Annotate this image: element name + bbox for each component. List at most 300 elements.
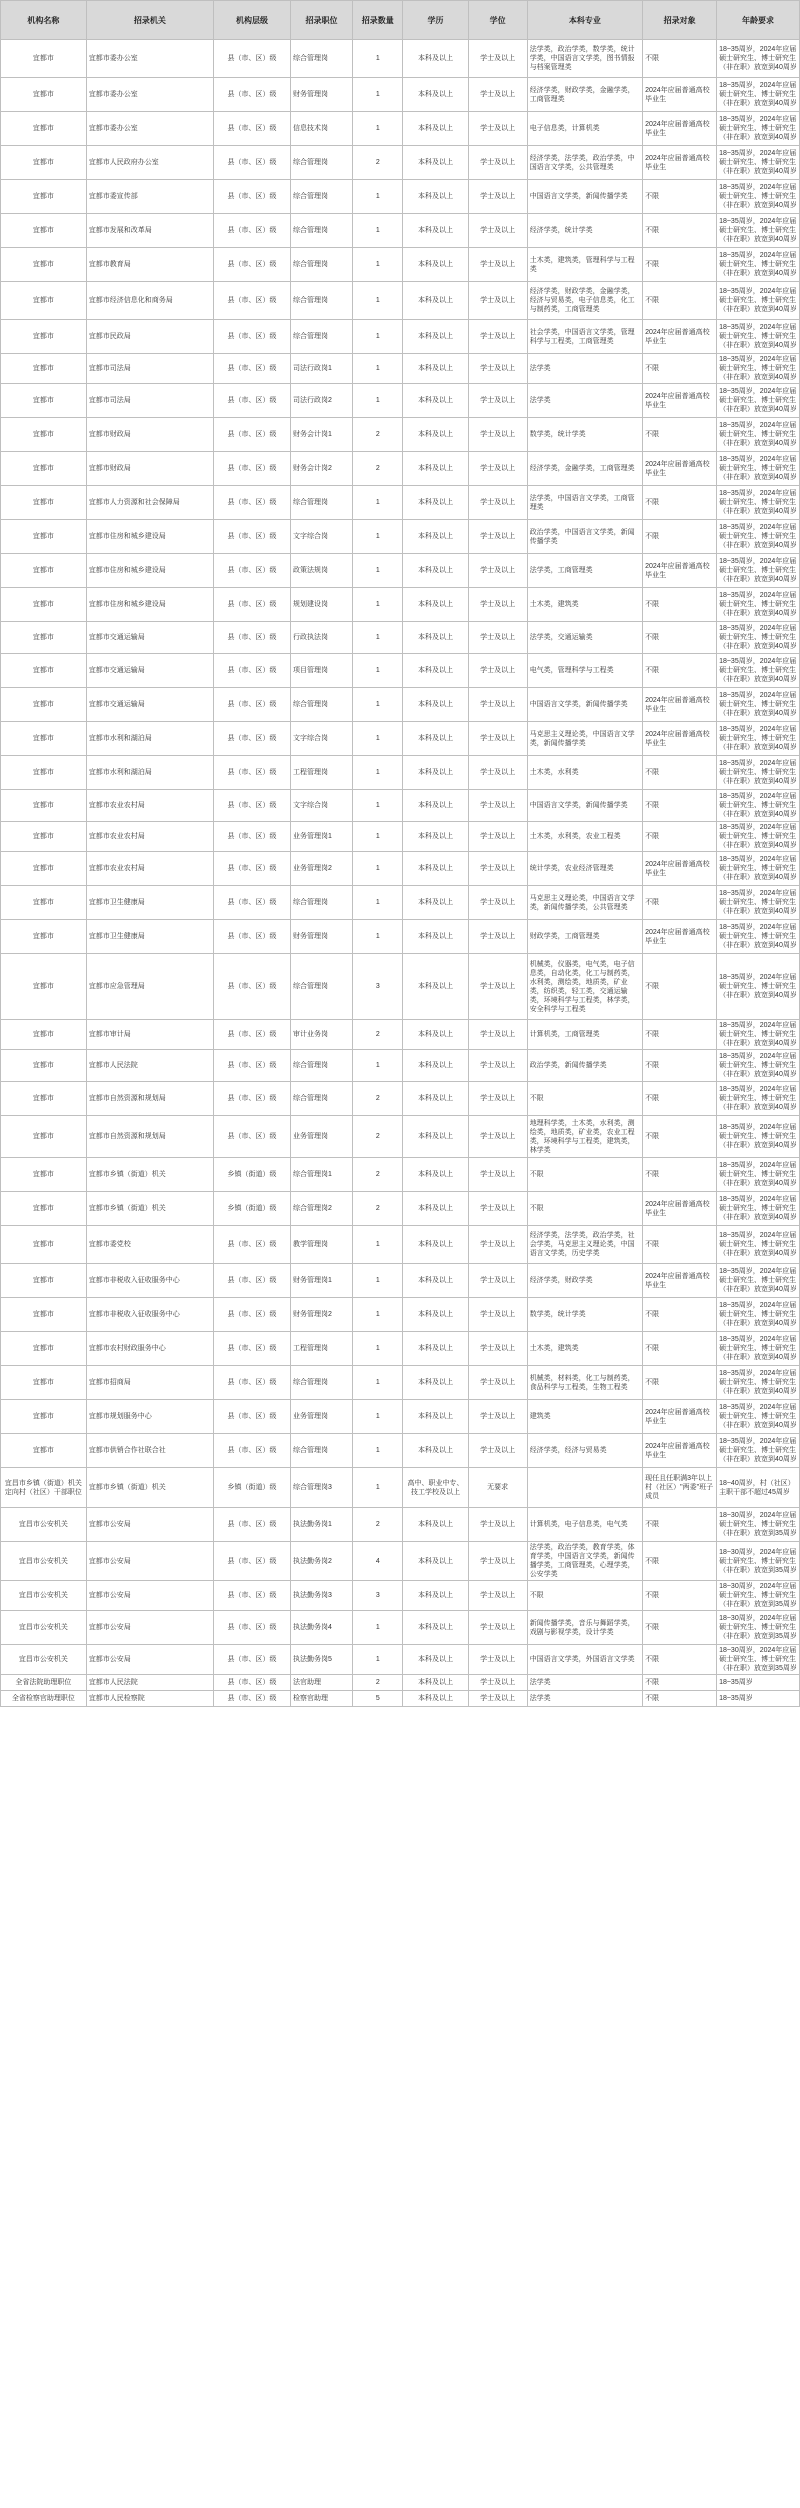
cell-degree: 学士及以上 bbox=[468, 588, 527, 622]
table-row bbox=[1, 852, 800, 886]
header-position: 招录职位 bbox=[290, 1, 352, 40]
cell-major: 数学类，统计学类 bbox=[527, 1298, 642, 1332]
cell-position: 业务管理岗1 bbox=[290, 822, 352, 852]
cell-age: 18~35周岁，2024年应届硕士研究生、博士研究生（非在职）放宽到40周岁 bbox=[717, 320, 800, 354]
cell-position: 执法勤务岗2 bbox=[290, 1542, 352, 1581]
cell-major: 法学类 bbox=[527, 1691, 642, 1707]
cell-education: 本科及以上 bbox=[403, 1611, 468, 1645]
cell-degree: 学士及以上 bbox=[468, 486, 527, 520]
cell-degree: 学士及以上 bbox=[468, 654, 527, 688]
cell-level: 县（市、区）级 bbox=[214, 282, 291, 320]
cell-education: 本科及以上 bbox=[403, 1645, 468, 1675]
cell-education: 本科及以上 bbox=[403, 756, 468, 790]
table-row bbox=[1, 1434, 800, 1468]
cell-age: 18~35周岁，2024年应届硕士研究生、博士研究生（非在职）放宽到40周岁 bbox=[717, 790, 800, 822]
cell-agency: 宜都市卫生健康局 bbox=[86, 886, 213, 920]
cell-degree: 学士及以上 bbox=[468, 1050, 527, 1082]
cell-education: 本科及以上 bbox=[403, 320, 468, 354]
cell-agency: 宜都市自然资源和规划局 bbox=[86, 1082, 213, 1116]
cell-quota: 1 bbox=[353, 1332, 403, 1366]
table-row bbox=[1, 384, 800, 418]
cell-position: 司法行政岗2 bbox=[290, 384, 352, 418]
cell-age: 18~35周岁，2024年应届硕士研究生、博士研究生（非在职）放宽到40周岁 bbox=[717, 688, 800, 722]
cell-target: 不限 bbox=[643, 1611, 717, 1645]
cell-major: 不限 bbox=[527, 1082, 642, 1116]
cell-position: 综合管理岗 bbox=[290, 954, 352, 1020]
cell-education: 本科及以上 bbox=[403, 1226, 468, 1264]
cell-target: 不限 bbox=[643, 790, 717, 822]
cell-institution: 宜都市 bbox=[1, 688, 87, 722]
table-row bbox=[1, 822, 800, 852]
cell-degree: 学士及以上 bbox=[468, 320, 527, 354]
cell-institution: 宜都市 bbox=[1, 1434, 87, 1468]
header-target: 招录对象 bbox=[643, 1, 717, 40]
cell-age: 18~35周岁，2024年应届硕士研究生、博士研究生（非在职）放宽到40周岁 bbox=[717, 756, 800, 790]
cell-education: 本科及以上 bbox=[403, 214, 468, 248]
cell-level: 县（市、区）级 bbox=[214, 654, 291, 688]
cell-agency: 宜都市司法局 bbox=[86, 384, 213, 418]
cell-position: 教学管理岗 bbox=[290, 1226, 352, 1264]
cell-position: 文字综合岗 bbox=[290, 520, 352, 554]
cell-agency: 宜都市财政局 bbox=[86, 452, 213, 486]
cell-education: 本科及以上 bbox=[403, 1158, 468, 1192]
table-row bbox=[1, 1298, 800, 1332]
cell-major: 法学类，政治学类，教育学类，体育学类，中国语言文学类，新闻传播学类，工商管理类，心理学类，公安学类 bbox=[527, 1542, 642, 1581]
cell-education: 本科及以上 bbox=[403, 1400, 468, 1434]
cell-level: 县（市、区）级 bbox=[214, 354, 291, 384]
cell-major: 法学类，中国语言文学类，工商管理类 bbox=[527, 486, 642, 520]
cell-major: 经济学类，经济与贸易类 bbox=[527, 1434, 642, 1468]
cell-agency: 宜都市非税收入征收服务中心 bbox=[86, 1264, 213, 1298]
cell-position: 综合管理岗 bbox=[290, 486, 352, 520]
cell-level: 县（市、区）级 bbox=[214, 112, 291, 146]
cell-target: 不限 bbox=[643, 1116, 717, 1158]
cell-age: 18~35周岁，2024年应届硕士研究生、博士研究生（非在职）放宽到40周岁 bbox=[717, 822, 800, 852]
table-row bbox=[1, 1050, 800, 1082]
cell-quota: 1 bbox=[353, 622, 403, 654]
cell-education: 本科及以上 bbox=[403, 920, 468, 954]
cell-degree: 学士及以上 bbox=[468, 920, 527, 954]
cell-education: 本科及以上 bbox=[403, 688, 468, 722]
cell-target: 不限 bbox=[643, 588, 717, 622]
cell-education: 本科及以上 bbox=[403, 622, 468, 654]
cell-target: 2024年应届普通高校毕业生 bbox=[643, 920, 717, 954]
cell-age: 18~35周岁，2024年应届硕士研究生、博士研究生（非在职）放宽到40周岁 bbox=[717, 520, 800, 554]
cell-target: 不限 bbox=[643, 1645, 717, 1675]
cell-institution: 宜都市 bbox=[1, 180, 87, 214]
cell-agency: 宜都市财政局 bbox=[86, 418, 213, 452]
cell-age: 18~35周岁，2024年应届硕士研究生、博士研究生（非在职）放宽到40周岁 bbox=[717, 1434, 800, 1468]
cell-degree: 学士及以上 bbox=[468, 1020, 527, 1050]
cell-institution: 宜都市 bbox=[1, 886, 87, 920]
cell-position: 综合管理岗3 bbox=[290, 1468, 352, 1508]
cell-level: 县（市、区）级 bbox=[214, 1542, 291, 1581]
cell-level: 县（市、区）级 bbox=[214, 1082, 291, 1116]
cell-degree: 学士及以上 bbox=[468, 1400, 527, 1434]
cell-institution: 宜都市 bbox=[1, 722, 87, 756]
cell-target: 不限 bbox=[643, 1020, 717, 1050]
cell-institution: 宜都市 bbox=[1, 554, 87, 588]
cell-position: 综合管理岗 bbox=[290, 688, 352, 722]
cell-position: 执法勤务岗1 bbox=[290, 1508, 352, 1542]
cell-position: 综合管理岗1 bbox=[290, 1158, 352, 1192]
cell-education: 本科及以上 bbox=[403, 1675, 468, 1691]
header-level: 机构层级 bbox=[214, 1, 291, 40]
table-row bbox=[1, 1226, 800, 1264]
cell-target: 2024年应届普通高校毕业生 bbox=[643, 688, 717, 722]
cell-level: 县（市、区）级 bbox=[214, 1508, 291, 1542]
table-row bbox=[1, 756, 800, 790]
table-row bbox=[1, 520, 800, 554]
cell-degree: 学士及以上 bbox=[468, 1264, 527, 1298]
cell-degree: 学士及以上 bbox=[468, 354, 527, 384]
cell-target: 2024年应届普通高校毕业生 bbox=[643, 1192, 717, 1226]
cell-institution: 宜都市 bbox=[1, 146, 87, 180]
cell-agency: 宜都市公安局 bbox=[86, 1508, 213, 1542]
cell-major: 马克思主义理论类，中国语言文学类，新闻传播学类 bbox=[527, 722, 642, 756]
cell-agency: 宜都市住房和城乡建设局 bbox=[86, 588, 213, 622]
cell-education: 本科及以上 bbox=[403, 452, 468, 486]
cell-position: 执法勤务岗3 bbox=[290, 1581, 352, 1611]
cell-major: 统计学类，农业经济管理类 bbox=[527, 852, 642, 886]
cell-level: 县（市、区）级 bbox=[214, 1581, 291, 1611]
cell-position: 文字综合岗 bbox=[290, 722, 352, 756]
cell-institution: 宜都市 bbox=[1, 1298, 87, 1332]
cell-agency: 宜都市委办公室 bbox=[86, 78, 213, 112]
cell-agency: 宜都市委党校 bbox=[86, 1226, 213, 1264]
cell-degree: 学士及以上 bbox=[468, 146, 527, 180]
cell-level: 乡镇（街道）级 bbox=[214, 1468, 291, 1508]
cell-age: 18~35周岁，2024年应届硕士研究生、博士研究生（非在职）放宽到40周岁 bbox=[717, 282, 800, 320]
table-row bbox=[1, 1264, 800, 1298]
cell-education: 本科及以上 bbox=[403, 654, 468, 688]
cell-level: 县（市、区）级 bbox=[214, 954, 291, 1020]
cell-position: 综合管理岗2 bbox=[290, 1192, 352, 1226]
cell-agency: 宜都市水利和湖泊局 bbox=[86, 722, 213, 756]
cell-age: 18~35周岁，2024年应届硕士研究生、博士研究生（非在职）放宽到40周岁 bbox=[717, 654, 800, 688]
cell-major: 不限 bbox=[527, 1192, 642, 1226]
header-education: 学历 bbox=[403, 1, 468, 40]
cell-target: 不限 bbox=[643, 40, 717, 78]
cell-institution: 宜都市 bbox=[1, 1050, 87, 1082]
cell-agency: 宜都市水利和湖泊局 bbox=[86, 756, 213, 790]
cell-age: 18~35周岁，2024年应届硕士研究生、博士研究生（非在职）放宽到40周岁 bbox=[717, 78, 800, 112]
cell-age: 18~35周岁，2024年应届硕士研究生、博士研究生（非在职）放宽到40周岁 bbox=[717, 1226, 800, 1264]
cell-institution: 宜都市 bbox=[1, 1264, 87, 1298]
cell-position: 综合管理岗 bbox=[290, 146, 352, 180]
cell-agency: 宜都市农业农村局 bbox=[86, 852, 213, 886]
cell-major: 土木类，建筑类 bbox=[527, 588, 642, 622]
cell-age: 18~35周岁，2024年应届硕士研究生、博士研究生（非在职）放宽到40周岁 bbox=[717, 418, 800, 452]
cell-quota: 5 bbox=[353, 1691, 403, 1707]
cell-degree: 学士及以上 bbox=[468, 282, 527, 320]
cell-target: 不限 bbox=[643, 1050, 717, 1082]
cell-level: 县（市、区）级 bbox=[214, 822, 291, 852]
cell-target: 不限 bbox=[643, 1298, 717, 1332]
cell-position: 综合管理岗 bbox=[290, 1434, 352, 1468]
cell-institution: 宜都市 bbox=[1, 282, 87, 320]
cell-degree: 无要求 bbox=[468, 1468, 527, 1508]
cell-major: 法学类 bbox=[527, 384, 642, 418]
cell-target: 2024年应届普通高校毕业生 bbox=[643, 146, 717, 180]
cell-institution: 宜都市 bbox=[1, 822, 87, 852]
cell-position: 执法勤务岗5 bbox=[290, 1645, 352, 1675]
cell-quota: 1 bbox=[353, 320, 403, 354]
cell-level: 县（市、区）级 bbox=[214, 1264, 291, 1298]
cell-agency: 宜都市住房和城乡建设局 bbox=[86, 554, 213, 588]
cell-major: 法学类，交通运输类 bbox=[527, 622, 642, 654]
header-row bbox=[1, 1, 800, 40]
cell-agency: 宜都市委办公室 bbox=[86, 40, 213, 78]
cell-position: 司法行政岗1 bbox=[290, 354, 352, 384]
cell-age: 18~30周岁，2024年应届硕士研究生、博士研究生（非在职）放宽到35周岁 bbox=[717, 1508, 800, 1542]
cell-target: 不限 bbox=[643, 756, 717, 790]
cell-institution: 全省检察官助理职位 bbox=[1, 1691, 87, 1707]
cell-level: 乡镇（街道）级 bbox=[214, 1192, 291, 1226]
cell-level: 县（市、区）级 bbox=[214, 384, 291, 418]
cell-major: 经济学类，财政学类，金融学类，经济与贸易类，电子信息类，化工与制药类，工商管理类 bbox=[527, 282, 642, 320]
cell-degree: 学士及以上 bbox=[468, 1192, 527, 1226]
table-row bbox=[1, 886, 800, 920]
cell-education: 本科及以上 bbox=[403, 486, 468, 520]
table-row bbox=[1, 1116, 800, 1158]
table-row bbox=[1, 40, 800, 78]
cell-quota: 1 bbox=[353, 78, 403, 112]
cell-major: 不限 bbox=[527, 1581, 642, 1611]
table-row bbox=[1, 146, 800, 180]
table-row bbox=[1, 920, 800, 954]
cell-institution: 宜都市 bbox=[1, 790, 87, 822]
cell-agency: 宜都市经济信息化和商务局 bbox=[86, 282, 213, 320]
cell-education: 本科及以上 bbox=[403, 790, 468, 822]
cell-agency: 宜都市卫生健康局 bbox=[86, 920, 213, 954]
cell-institution: 宜都市 bbox=[1, 418, 87, 452]
cell-education: 本科及以上 bbox=[403, 722, 468, 756]
cell-education: 本科及以上 bbox=[403, 1691, 468, 1707]
cell-institution: 宜都市 bbox=[1, 214, 87, 248]
table-row bbox=[1, 248, 800, 282]
cell-institution: 宜都市 bbox=[1, 452, 87, 486]
cell-position: 综合管理岗 bbox=[290, 214, 352, 248]
cell-agency: 宜都市民政局 bbox=[86, 320, 213, 354]
cell-agency: 宜都市乡镇（街道）机关 bbox=[86, 1158, 213, 1192]
cell-degree: 学士及以上 bbox=[468, 40, 527, 78]
cell-position: 财务会计岗1 bbox=[290, 418, 352, 452]
cell-position: 财务管理岗 bbox=[290, 920, 352, 954]
cell-degree: 学士及以上 bbox=[468, 418, 527, 452]
cell-major: 机械类，材料类，化工与制药类，食品科学与工程类，生物工程类 bbox=[527, 1366, 642, 1400]
cell-major: 土木类，建筑类 bbox=[527, 1332, 642, 1366]
cell-quota: 1 bbox=[353, 852, 403, 886]
cell-institution: 宜昌市乡镇（街道）机关定向村（社区）干部职位 bbox=[1, 1468, 87, 1508]
cell-level: 县（市、区）级 bbox=[214, 1366, 291, 1400]
cell-position: 综合管理岗 bbox=[290, 1050, 352, 1082]
cell-level: 县（市、区）级 bbox=[214, 1645, 291, 1675]
cell-major: 计算机类，工商管理类 bbox=[527, 1020, 642, 1050]
cell-major: 社会学类，中国语言文学类，管理科学与工程类，工商管理类 bbox=[527, 320, 642, 354]
cell-agency: 宜都市交通运输局 bbox=[86, 654, 213, 688]
cell-agency: 宜都市交通运输局 bbox=[86, 688, 213, 722]
cell-quota: 1 bbox=[353, 722, 403, 756]
cell-degree: 学士及以上 bbox=[468, 1434, 527, 1468]
cell-level: 县（市、区）级 bbox=[214, 622, 291, 654]
table-row bbox=[1, 1082, 800, 1116]
cell-level: 县（市、区）级 bbox=[214, 248, 291, 282]
cell-quota: 1 bbox=[353, 520, 403, 554]
cell-level: 县（市、区）级 bbox=[214, 1116, 291, 1158]
cell-age: 18~35周岁，2024年应届硕士研究生、博士研究生（非在职）放宽到40周岁 bbox=[717, 1020, 800, 1050]
table-row bbox=[1, 1468, 800, 1508]
cell-quota: 1 bbox=[353, 180, 403, 214]
cell-quota: 2 bbox=[353, 1116, 403, 1158]
cell-agency: 宜都市应急管理局 bbox=[86, 954, 213, 1020]
cell-education: 本科及以上 bbox=[403, 282, 468, 320]
cell-target: 2024年应届普通高校毕业生 bbox=[643, 112, 717, 146]
cell-education: 本科及以上 bbox=[403, 520, 468, 554]
cell-education: 本科及以上 bbox=[403, 588, 468, 622]
cell-target: 不限 bbox=[643, 282, 717, 320]
cell-major: 政治学类，中国语言文学类，新闻传播学类 bbox=[527, 520, 642, 554]
cell-education: 高中、职业中专、技工学校及以上 bbox=[403, 1468, 468, 1508]
cell-target: 2024年应届普通高校毕业生 bbox=[643, 852, 717, 886]
cell-institution: 宜都市 bbox=[1, 320, 87, 354]
cell-education: 本科及以上 bbox=[403, 146, 468, 180]
cell-position: 文字综合岗 bbox=[290, 790, 352, 822]
cell-target: 不限 bbox=[643, 486, 717, 520]
cell-education: 本科及以上 bbox=[403, 78, 468, 112]
cell-degree: 学士及以上 bbox=[468, 180, 527, 214]
cell-agency: 宜都市审计局 bbox=[86, 1020, 213, 1050]
cell-position: 审计业务岗 bbox=[290, 1020, 352, 1050]
cell-agency: 宜都市农村财政服务中心 bbox=[86, 1332, 213, 1366]
cell-position: 综合管理岗 bbox=[290, 1366, 352, 1400]
cell-agency: 宜都市乡镇（街道）机关 bbox=[86, 1192, 213, 1226]
cell-position: 业务管理岗2 bbox=[290, 852, 352, 886]
cell-level: 县（市、区）级 bbox=[214, 486, 291, 520]
table-row bbox=[1, 654, 800, 688]
cell-major: 中国语言文学类，新闻传播学类 bbox=[527, 688, 642, 722]
cell-age: 18~35周岁，2024年应届硕士研究生、博士研究生（非在职）放宽到40周岁 bbox=[717, 1192, 800, 1226]
cell-major: 法学类，政治学类，数学类，统计学类，中国语言文学类，图书情报与档案管理类 bbox=[527, 40, 642, 78]
cell-level: 县（市、区）级 bbox=[214, 1611, 291, 1645]
cell-age: 18~35周岁 bbox=[717, 1675, 800, 1691]
cell-institution: 宜昌市公安机关 bbox=[1, 1581, 87, 1611]
cell-quota: 2 bbox=[353, 1192, 403, 1226]
cell-quota: 1 bbox=[353, 822, 403, 852]
cell-position: 项目管理岗 bbox=[290, 654, 352, 688]
cell-degree: 学士及以上 bbox=[468, 214, 527, 248]
cell-level: 县（市、区）级 bbox=[214, 520, 291, 554]
cell-target: 2024年应届普通高校毕业生 bbox=[643, 320, 717, 354]
cell-target: 不限 bbox=[643, 822, 717, 852]
table-row bbox=[1, 554, 800, 588]
table-row bbox=[1, 1158, 800, 1192]
cell-position: 检察官助理 bbox=[290, 1691, 352, 1707]
cell-quota: 1 bbox=[353, 282, 403, 320]
cell-age: 18~35周岁，2024年应届硕士研究生、博士研究生（非在职）放宽到40周岁 bbox=[717, 954, 800, 1020]
cell-level: 县（市、区）级 bbox=[214, 1050, 291, 1082]
cell-degree: 学士及以上 bbox=[468, 954, 527, 1020]
cell-target: 不限 bbox=[643, 1691, 717, 1707]
cell-target: 不限 bbox=[643, 1542, 717, 1581]
cell-quota: 1 bbox=[353, 1226, 403, 1264]
cell-age: 18~35周岁，2024年应届硕士研究生、博士研究生（非在职）放宽到40周岁 bbox=[717, 1264, 800, 1298]
table-row bbox=[1, 622, 800, 654]
cell-institution: 宜都市 bbox=[1, 756, 87, 790]
cell-agency: 宜都市人民检察院 bbox=[86, 1691, 213, 1707]
header-quota: 招录数量 bbox=[353, 1, 403, 40]
cell-age: 18~35周岁，2024年应届硕士研究生、博士研究生（非在职）放宽到40周岁 bbox=[717, 852, 800, 886]
cell-target: 不限 bbox=[643, 1226, 717, 1264]
cell-institution: 宜都市 bbox=[1, 486, 87, 520]
cell-target: 2024年应届普通高校毕业生 bbox=[643, 1400, 717, 1434]
cell-major: 土木类，建筑类，管理科学与工程类 bbox=[527, 248, 642, 282]
cell-agency: 宜都市规划服务中心 bbox=[86, 1400, 213, 1434]
cell-target: 不限 bbox=[643, 1581, 717, 1611]
cell-major: 中国语言文学类，外国语言文学类 bbox=[527, 1645, 642, 1675]
cell-quota: 1 bbox=[353, 112, 403, 146]
cell-target: 2024年应届普通高校毕业生 bbox=[643, 722, 717, 756]
cell-degree: 学士及以上 bbox=[468, 722, 527, 756]
cell-age: 18~35周岁，2024年应届硕士研究生、博士研究生（非在职）放宽到40周岁 bbox=[717, 248, 800, 282]
table-row bbox=[1, 354, 800, 384]
cell-position: 财务管理岗1 bbox=[290, 1264, 352, 1298]
cell-target: 2024年应届普通高校毕业生 bbox=[643, 384, 717, 418]
cell-level: 县（市、区）级 bbox=[214, 852, 291, 886]
cell-target: 不限 bbox=[643, 1332, 717, 1366]
cell-major: 土木类，水利类 bbox=[527, 756, 642, 790]
cell-position: 法官助理 bbox=[290, 1675, 352, 1691]
table-row bbox=[1, 688, 800, 722]
table-row bbox=[1, 1542, 800, 1581]
cell-major: 数学类，统计学类 bbox=[527, 418, 642, 452]
cell-position: 综合管理岗 bbox=[290, 1082, 352, 1116]
cell-level: 县（市、区）级 bbox=[214, 722, 291, 756]
cell-institution: 宜昌市公安机关 bbox=[1, 1542, 87, 1581]
cell-education: 本科及以上 bbox=[403, 886, 468, 920]
cell-level: 乡镇（街道）级 bbox=[214, 1158, 291, 1192]
table-row bbox=[1, 954, 800, 1020]
cell-quota: 1 bbox=[353, 1400, 403, 1434]
cell-quota: 3 bbox=[353, 954, 403, 1020]
cell-degree: 学士及以上 bbox=[468, 1366, 527, 1400]
cell-institution: 宜都市 bbox=[1, 852, 87, 886]
cell-institution: 宜都市 bbox=[1, 78, 87, 112]
cell-age: 18~30周岁，2024年应届硕士研究生、博士研究生（非在职）放宽到35周岁 bbox=[717, 1542, 800, 1581]
cell-agency: 宜都市乡镇（街道）机关 bbox=[86, 1468, 213, 1508]
cell-age: 18~35周岁，2024年应届硕士研究生、博士研究生（非在职）放宽到40周岁 bbox=[717, 1158, 800, 1192]
cell-degree: 学士及以上 bbox=[468, 756, 527, 790]
cell-education: 本科及以上 bbox=[403, 40, 468, 78]
cell-major: 经济学类，财政学类 bbox=[527, 1264, 642, 1298]
cell-major: 电气类，管理科学与工程类 bbox=[527, 654, 642, 688]
cell-agency: 宜都市发展和改革局 bbox=[86, 214, 213, 248]
cell-position: 综合管理岗 bbox=[290, 180, 352, 214]
cell-agency: 宜都市委宣传部 bbox=[86, 180, 213, 214]
cell-agency: 宜都市公安局 bbox=[86, 1581, 213, 1611]
cell-institution: 宜都市 bbox=[1, 1192, 87, 1226]
cell-target: 不限 bbox=[643, 248, 717, 282]
cell-position: 综合管理岗 bbox=[290, 282, 352, 320]
cell-position: 综合管理岗 bbox=[290, 320, 352, 354]
cell-quota: 2 bbox=[353, 1158, 403, 1192]
cell-quota: 1 bbox=[353, 1611, 403, 1645]
cell-quota: 1 bbox=[353, 1366, 403, 1400]
cell-age: 18~30周岁，2024年应届硕士研究生、博士研究生（非在职）放宽到35周岁 bbox=[717, 1645, 800, 1675]
cell-level: 县（市、区）级 bbox=[214, 78, 291, 112]
table-row bbox=[1, 1675, 800, 1691]
cell-position: 业务管理岗 bbox=[290, 1400, 352, 1434]
